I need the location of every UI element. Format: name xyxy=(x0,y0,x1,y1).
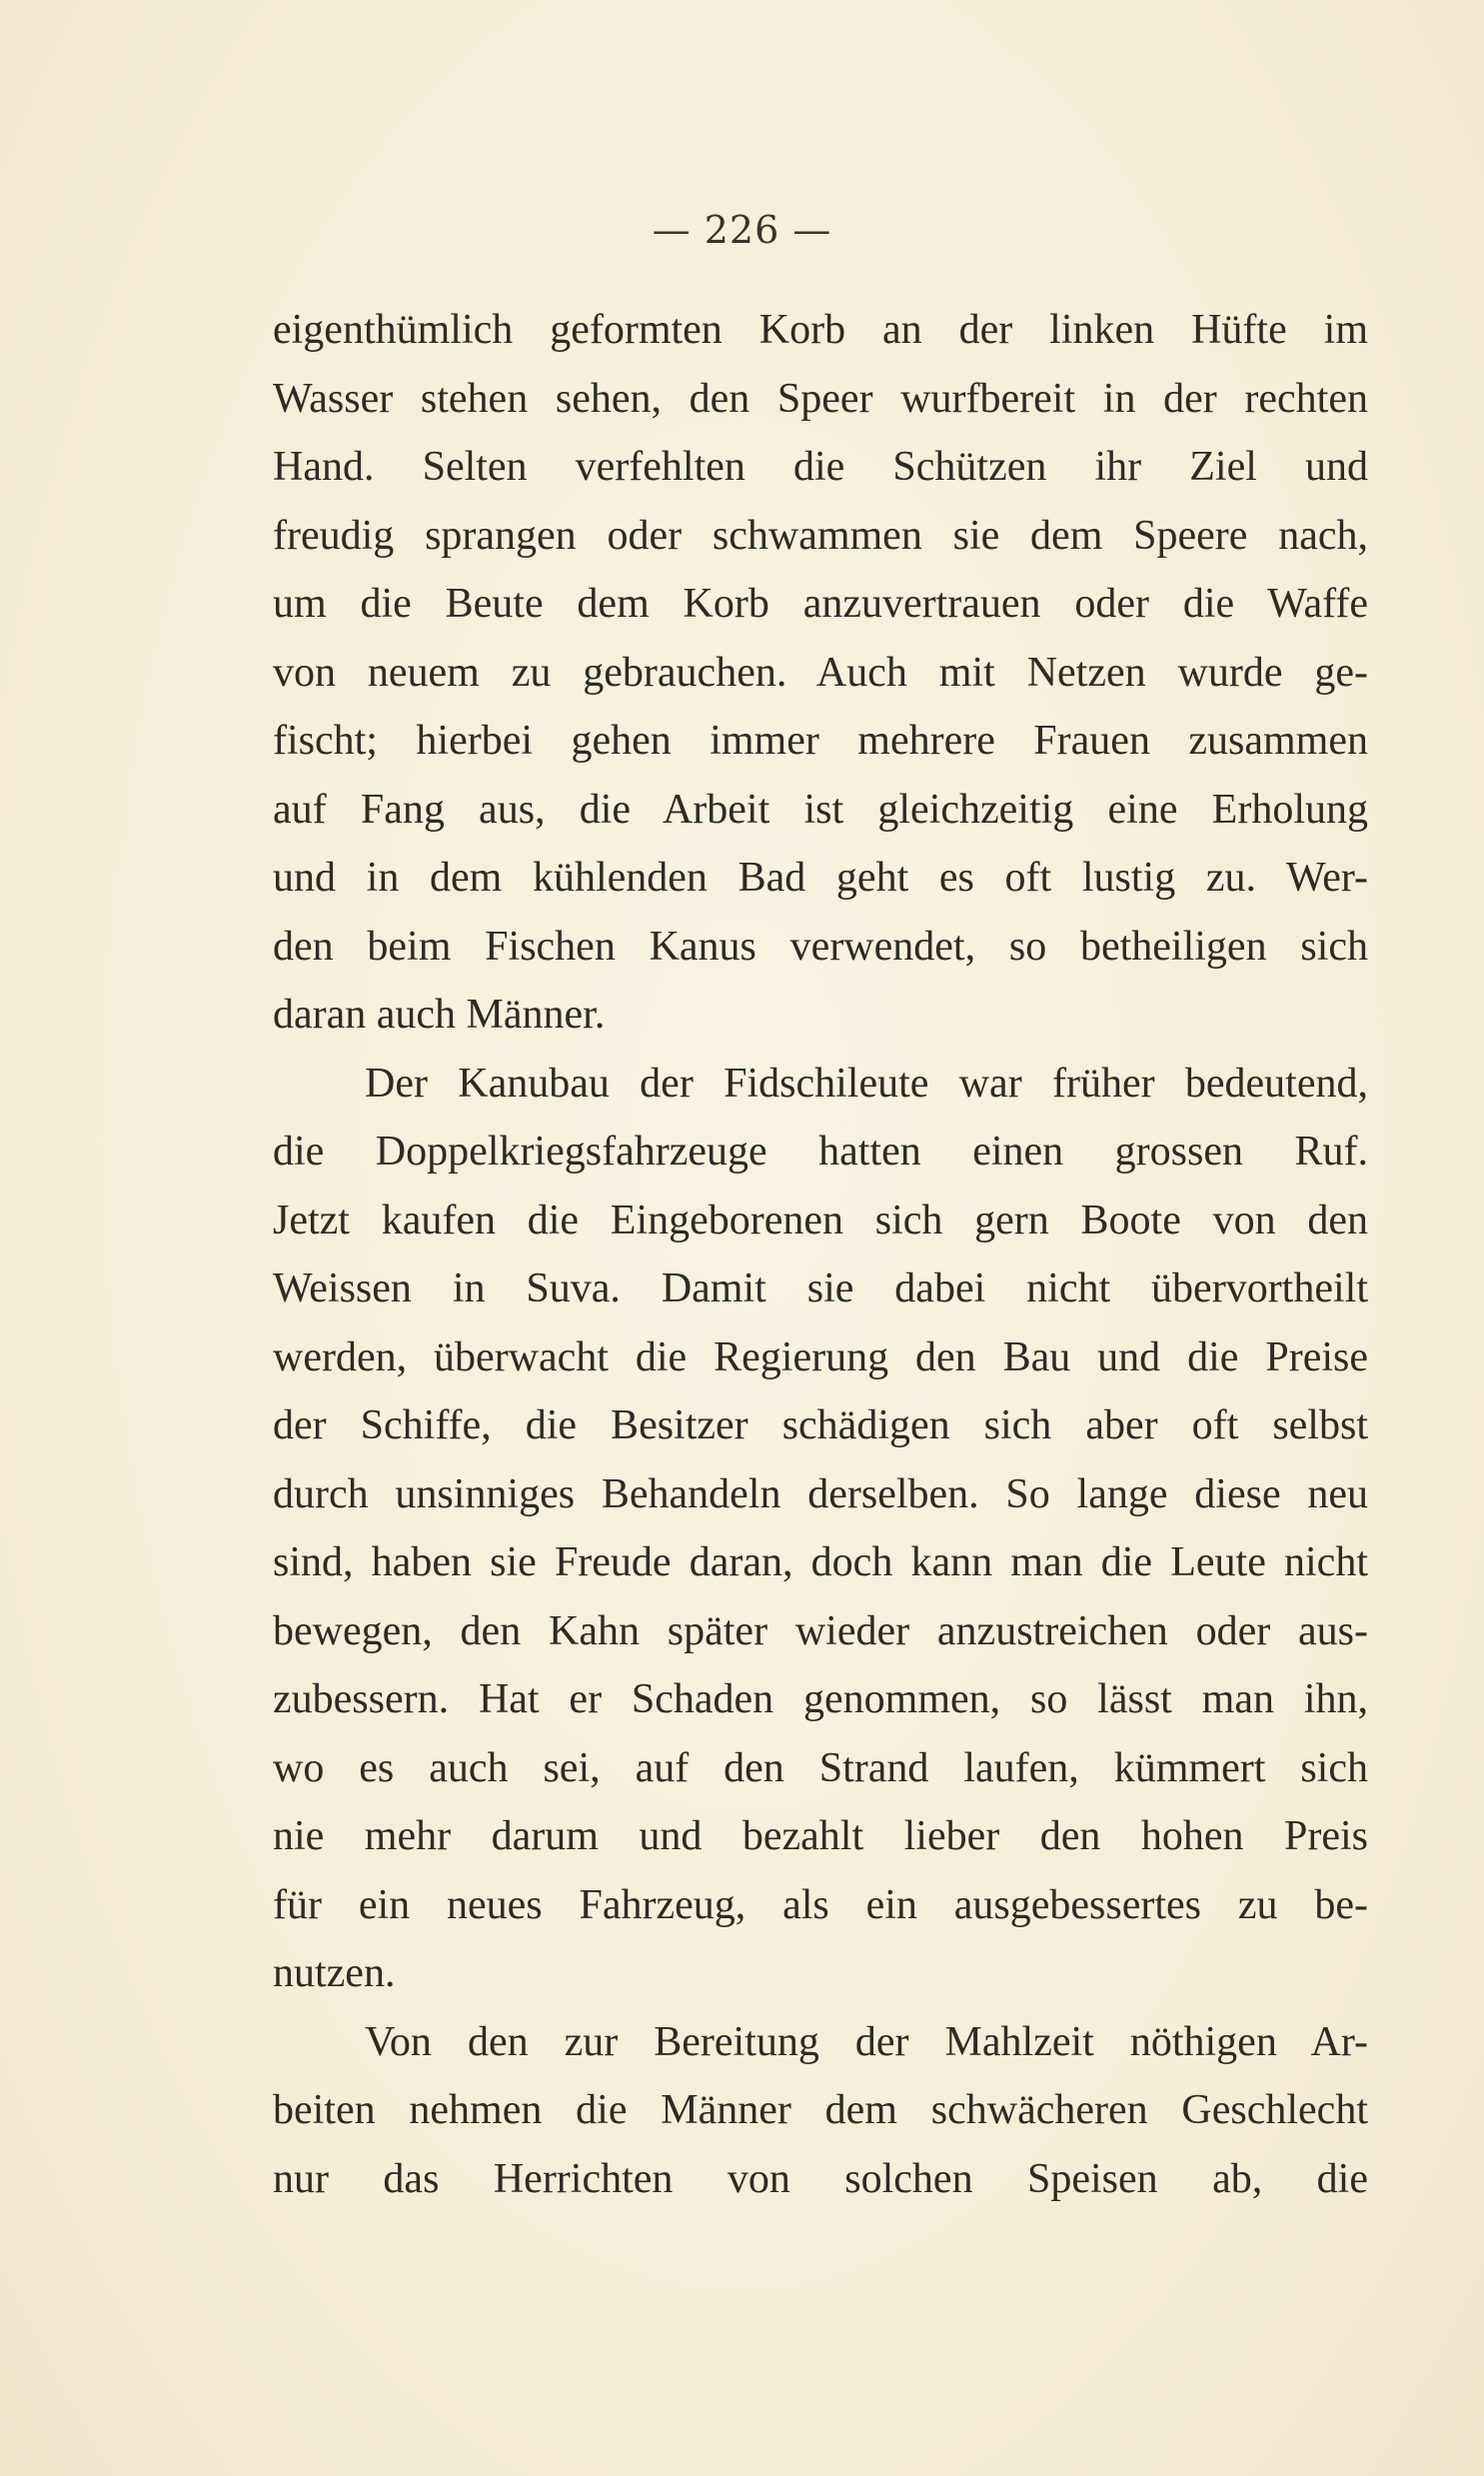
text-line: Der Kanubau der Fidschileute war früher bedeutend, xyxy=(365,1060,1368,1107)
text-line: durch unsinniges Behandeln derselben. So lange diese neu xyxy=(273,1470,1368,1517)
text-line: werden, überwacht die Regierung den Bau und die Preise xyxy=(273,1333,1368,1380)
text-line: Von den zur Bereitung der Mahlzeit nöthigen Ar- xyxy=(365,2018,1368,2065)
text-line: nutzen. xyxy=(273,1950,396,1996)
text-line: und in dem kühlenden Bad geht es oft lustig zu. Wer- xyxy=(273,855,1368,901)
text-line: nie mehr darum und bezahlt lieber den hohen Preis xyxy=(273,1813,1368,1859)
page-number: — 226 — xyxy=(652,208,832,252)
text-line: den beim Fischen Kanus verwendet, so betheiligen sich xyxy=(273,923,1368,970)
body-text xyxy=(273,296,1368,2213)
text-line: freudig sprangen oder schwammen sie dem Speere nach, xyxy=(273,512,1368,559)
text-line: der Schiffe, die Besitzer schädigen sich aber oft selbst xyxy=(273,1402,1368,1448)
text-line: von neuem zu gebrauchen. Auch mit Netzen wurde ge- xyxy=(273,649,1368,696)
text-line: wo es auch sei, auf den Strand laufen, kümmert sich xyxy=(273,1744,1368,1791)
text-line: bewegen, den Kahn später wieder anzustreichen oder aus- xyxy=(273,1607,1368,1654)
text-line: eigenthümlich geformten Korb an der linken Hüfte im xyxy=(273,307,1368,353)
text-line: daran auch Männer. xyxy=(273,992,606,1038)
text-line: sind, haben sie Freude daran, doch kann man die Leute nicht xyxy=(273,1539,1368,1585)
text-line: für ein neues Fahrzeug, als ein ausgebessertes zu be- xyxy=(273,1881,1368,1928)
text-line: die Doppelkriegsfahrzeuge hatten einen grossen Ruf. xyxy=(273,1129,1368,1175)
text-line: Weissen in Suva. Damit sie dabei nicht übervortheilt xyxy=(273,1265,1368,1311)
text-line: fischt; hierbei gehen immer mehrere Frauen zusammen xyxy=(273,718,1368,764)
text-line: nur das Herrichten von solchen Speisen ab, die xyxy=(273,2155,1368,2202)
text-line: Jetzt kaufen die Eingeborenen sich gern Boote von den xyxy=(273,1197,1368,1243)
text-line: Hand. Selten verfehlten die Schützen ihr Ziel und xyxy=(273,444,1368,490)
text-line: auf Fang aus, die Arbeit ist gleichzeitig eine Erholung xyxy=(273,786,1368,833)
text-line: beiten nehmen die Männer dem schwächeren Geschlecht xyxy=(273,2087,1368,2133)
text-line: Wasser stehen sehen, den Speer wurfbereit in der rechten xyxy=(273,375,1368,422)
text-line: zubessern. Hat er Schaden genommen, so lässt man ihn, xyxy=(273,1676,1368,1722)
text-line: um die Beute dem Korb anzuvertrauen oder die Waffe xyxy=(273,581,1368,627)
